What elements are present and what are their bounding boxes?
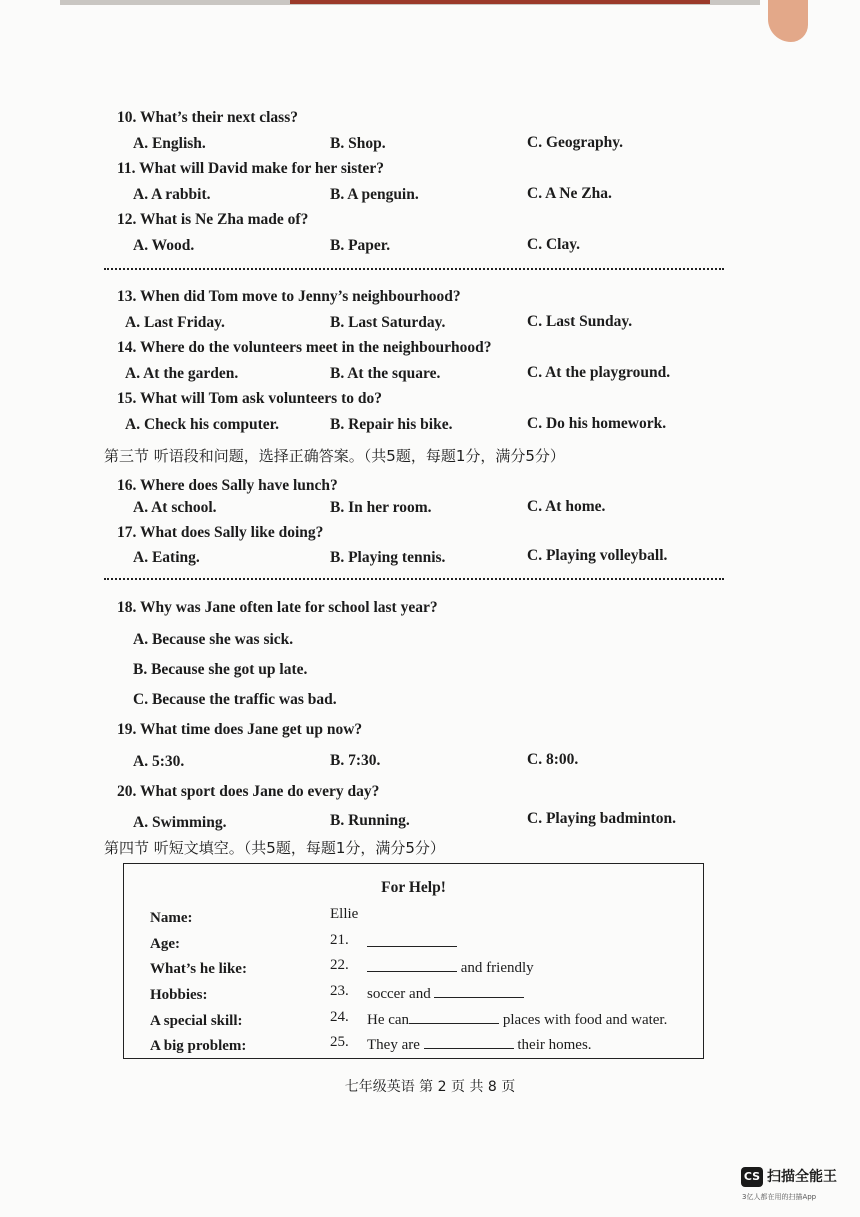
q16-option-c: C. At home. [527, 498, 606, 515]
q20-option-c: C. Playing badminton. [527, 810, 677, 827]
question-16: 16. Where does Sally have lunch? [117, 477, 338, 494]
question-20: 20. What sport does Jane do every day? [117, 783, 380, 800]
q17-option-a: A. Eating. [133, 549, 200, 566]
q18-option-b: B. Because she got up late. [133, 661, 308, 678]
finger-shadow [768, 0, 808, 42]
form-row-23 [367, 983, 524, 1003]
form-after-24: places with food and water. [502, 1012, 668, 1028]
form-before-24: He can [367, 1012, 410, 1028]
watermark-name: 扫描全能王 [767, 1169, 837, 1185]
form-value-name: Ellie [330, 906, 359, 922]
question-14: 14. Where do the volunteers meet in the neighbourhood? [117, 339, 492, 356]
q15-option-a: A. Check his computer. [125, 416, 280, 433]
question-19: 19. What time does Jane get up now? [117, 721, 363, 738]
q10-option-a: A. English. [133, 135, 206, 152]
form-before-25: They are [367, 1037, 420, 1053]
form-title: For Help! [381, 879, 446, 896]
question-13: 13. When did Tom move to Jenny’s neighbourhood? [117, 288, 461, 305]
watermark-subtitle: 3亿人都在用的扫描App [742, 1193, 817, 1201]
question-15: 15. What will Tom ask volunteers to do? [117, 390, 382, 407]
q20-option-a: A. Swimming. [133, 814, 227, 831]
q15-option-c: C. Do his homework. [527, 415, 667, 432]
q11-option-b: B. A penguin. [330, 186, 419, 203]
section-4-heading: 第四节 听短文填空。（共5题，每题1分，满分5分） [104, 839, 445, 857]
q14-option-a: A. At the garden. [125, 365, 239, 382]
form-before-23: soccer and [367, 986, 431, 1002]
form-label-like: What’s he like: [150, 961, 247, 977]
section-3-heading: 第三节 听语段和问题，选择正确答案。（共5题，每题1分，满分5分） [104, 447, 565, 465]
q13-option-a: A. Last Friday. [125, 314, 225, 331]
form-num-25: 25. [330, 1034, 349, 1050]
q16-option-b: B. In her room. [330, 499, 432, 516]
q19-option-a: A. 5:30. [133, 753, 185, 770]
q16-option-a: A. At school. [133, 499, 217, 516]
fill-in-form [123, 863, 704, 1059]
form-after-22: and friendly [460, 960, 534, 976]
camscanner-logo-icon: CS [741, 1167, 763, 1187]
q11-option-a: A. A rabbit. [133, 186, 211, 203]
form-num-24: 24. [330, 1009, 349, 1025]
question-18: 18. Why was Jane often late for school last year? [117, 599, 438, 616]
q13-option-c: C. Last Sunday. [527, 313, 633, 330]
q11-option-c: C. A Ne Zha. [527, 185, 612, 202]
q20-option-b: B. Running. [330, 812, 410, 829]
form-num-23: 23. [330, 983, 349, 999]
q12-option-a: A. Wood. [133, 237, 195, 254]
question-11: 11. What will David make for her sister? [117, 160, 384, 177]
q18-option-a: A. Because she was sick. [133, 631, 294, 648]
page-footer: 七年级英语 第 2 页 共 8 页 [344, 1079, 516, 1095]
form-after-25: their homes. [517, 1037, 592, 1053]
q18-option-c: C. Because the traffic was bad. [133, 691, 337, 708]
q13-option-b: B. Last Saturday. [330, 314, 446, 331]
form-num-21: 21. [330, 932, 349, 948]
q12-option-b: B. Paper. [330, 237, 391, 254]
question-12: 12. What is Ne Zha made of? [117, 211, 309, 228]
q15-option-b: B. Repair his bike. [330, 416, 453, 433]
answer-blank-25[interactable] [424, 1034, 514, 1049]
q17-option-b: B. Playing tennis. [330, 549, 446, 566]
scan-top-edge-color [290, 0, 710, 4]
form-label-name: Name: [150, 910, 193, 926]
form-label-problem: A big problem: [150, 1038, 247, 1054]
q19-option-b: B. 7:30. [330, 752, 381, 769]
q10-option-b: B. Shop. [330, 135, 386, 152]
form-row-24 [367, 1009, 667, 1029]
form-num-22: 22. [330, 957, 349, 973]
q10-option-c: C. Geography. [527, 134, 624, 151]
answer-blank-24[interactable] [409, 1009, 499, 1024]
q12-option-c: C. Clay. [527, 236, 580, 253]
dotted-separator [104, 268, 724, 270]
q14-option-b: B. At the square. [330, 365, 441, 382]
answer-blank-22[interactable] [367, 957, 457, 972]
dotted-separator [104, 578, 724, 580]
form-label-hobbies: Hobbies: [150, 987, 208, 1003]
answer-blank-23[interactable] [434, 983, 524, 998]
question-10: 10. What’s their next class? [117, 109, 298, 126]
q19-option-c: C. 8:00. [527, 751, 579, 768]
form-label-age: Age: [150, 936, 180, 952]
form-label-skill: A special skill: [150, 1013, 243, 1029]
form-row-21 [367, 932, 457, 952]
form-row-22 [367, 957, 534, 977]
q17-option-c: C. Playing volleyball. [527, 547, 668, 564]
q14-option-c: C. At the playground. [527, 364, 671, 381]
form-row-25 [367, 1034, 592, 1054]
answer-blank-21[interactable] [367, 932, 457, 947]
question-17: 17. What does Sally like doing? [117, 524, 324, 541]
